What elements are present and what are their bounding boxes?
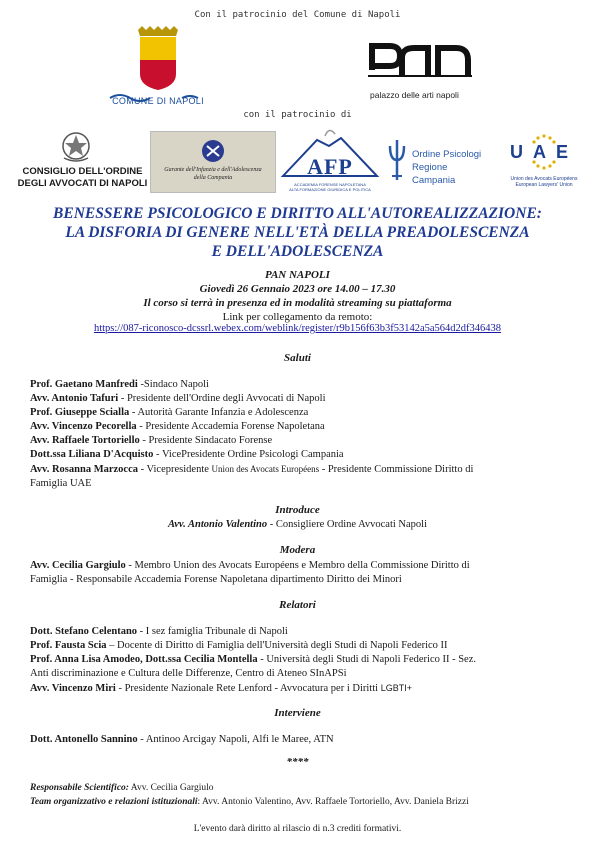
separator-stars: **** <box>286 756 309 768</box>
modera-line-cont: Famiglia - Responsabile Accademia Forense Napoletana dipartimento Diritto dei Minori <box>30 574 402 585</box>
uae-caption <box>500 176 588 188</box>
title-line2: LA DISFORIA DI GENERE NELL'ETÀ DELLA PREADOLESCENZA <box>65 224 530 241</box>
psi-symbol-icon <box>386 136 408 184</box>
afp-letters: AFP <box>307 154 353 179</box>
introduce-heading: Introduce <box>275 504 320 516</box>
team-value: : Avv. Antonio Valentino, Avv. Raffaele Tortoriello, Avv. Daniela Brizzi <box>197 797 469 807</box>
afp-logo <box>277 126 383 194</box>
list-item <box>30 462 560 477</box>
speaker-name: Avv. Antonio Valentino <box>168 519 268 530</box>
psicologi-line2: Regione Campania <box>412 162 456 186</box>
credits-note: L'evento darà diritto al rilascio di n.3 crediti formativi. <box>193 824 402 834</box>
ordine-avvocati-name <box>10 166 155 190</box>
list-item-continuation: Anti discriminazione e Cultura delle Differenze, Centro di Ateneo SInAPSi <box>30 668 347 679</box>
uae-caption-line2: European Lawyers' Union <box>515 182 573 188</box>
ordine-psicologi-logo <box>386 136 490 186</box>
psicologi-line1: Ordine Psicologi <box>412 149 482 160</box>
garante-line1: Garante dell'Infanzia e dell'Adolescenza <box>164 167 262 173</box>
event-date-time: Giovedì 26 Gennaio 2023 ore 14.00 – 17.30 <box>199 283 396 295</box>
event-title <box>20 204 575 261</box>
speaker-name: Dott.ssa Liliana D'Acquisto <box>30 449 154 460</box>
webex-link[interactable]: https://087-riconosco-dcssrl.webex.com/weblink/register/r9b156f63b3f53142a5a564d2df346438 <box>93 323 502 334</box>
modera-line <box>30 559 560 573</box>
speaker-name: Avv. Vincenzo Miri <box>30 683 116 694</box>
list-item <box>30 434 560 448</box>
speaker-name: Avv. Rosanna Marzocca <box>30 464 138 475</box>
speaker-name: Prof. Giuseppe Scialla <box>30 407 130 418</box>
speaker-org-small: LGBTI+ <box>380 683 412 693</box>
title-line1: BENESSERE PSICOLOGICO E DIRITTO ALL'AUTOREALIZZAZIONE: <box>53 205 542 222</box>
comune-logo-text: COMUNE DI NAPOLI <box>112 96 204 106</box>
saluti-heading: Saluti <box>284 352 311 364</box>
list-item <box>30 378 560 392</box>
speaker-name: Prof. Gaetano Manfredi <box>30 379 138 390</box>
list-item <box>30 448 560 462</box>
pan-logo <box>368 36 478 106</box>
speaker-org-small: Union des Avocats Européens <box>211 464 320 474</box>
speaker-role: - Presidente dell'Ordine degli Avvocati di Napoli <box>118 393 326 404</box>
ordine-avvocati-logo <box>10 130 155 192</box>
event-venue: PAN NAPOLI <box>265 269 330 281</box>
speaker-role: – Docente di Diritto di Famiglia dell'Università degli Studi di Napoli Federico II <box>106 640 448 651</box>
garante-line2: della Campania <box>193 175 233 181</box>
speaker-name: Avv. Antonio Tafuri <box>30 393 119 404</box>
link-label: Link per collegamento da remoto: <box>222 311 373 323</box>
afp-caption-line2: ALTA FORMAZIONE GIURIDICA E POLITICA <box>289 187 371 192</box>
afp-caption-line1: ACCADEMIA FORENSE NAPOLETANA <box>294 182 366 187</box>
speaker-role: - I sez famiglia Tribunale di Napoli <box>137 626 288 637</box>
speaker-role-cont: - Presidente Commissione Diritto di <box>319 464 474 475</box>
comune-napoli-logo <box>108 24 208 108</box>
speaker-name: Avv. Vincenzo Pecorella <box>30 421 137 432</box>
speaker-role: -Sindaco Napoli <box>137 379 209 390</box>
patronage-city-text: Con il patrocinio del Comune di Napoli <box>194 10 401 20</box>
speaker-name: Prof. Fausta Scia <box>30 640 107 651</box>
list-item <box>30 406 560 420</box>
event-mode: Il corso si terrà in presenza ed in modalità streaming su piattaforma <box>143 297 452 309</box>
saluti-list <box>30 378 570 491</box>
speaker-name: Avv. Raffaele Tortoriello <box>30 435 140 446</box>
speaker-role: - Vicepresidente <box>138 464 212 475</box>
modera-heading: Modera <box>279 544 316 556</box>
list-item <box>30 625 560 639</box>
responsabile-line <box>30 781 570 795</box>
speaker-name: Dott. Antonello Sannino <box>30 734 138 745</box>
team-line <box>30 795 570 809</box>
garante-emblem-icon <box>199 138 227 164</box>
list-item <box>30 392 560 406</box>
speaker-role: - Presidente Nazionale Rete Lenford - Avvocatura per i Diritti <box>115 683 381 694</box>
speaker-role: - Antinoo Arcigay Napoli, Alfi le Maree, ATN <box>137 734 334 745</box>
speaker-role: - Consigliere Ordine Avvocati Napoli <box>267 519 427 530</box>
list-item <box>30 653 560 667</box>
list-item <box>30 681 560 696</box>
ordine-avvocati-line1: CONSIGLIO DELL'ORDINE <box>22 166 143 177</box>
speaker-role: - VicePresidente Ordine Psicologi Campania <box>153 449 344 460</box>
list-item-continuation: Famiglia UAE <box>30 478 92 489</box>
uae-letters: UAE <box>509 142 578 162</box>
afp-caption <box>277 182 383 192</box>
title-line3: E DELL'ADOLESCENZA <box>211 243 384 260</box>
italian-emblem-icon <box>58 130 94 164</box>
team-label: Team organizzativo e relazioni istituzionali <box>30 797 198 807</box>
list-item <box>30 639 560 653</box>
uae-logo <box>500 132 588 194</box>
garante-caption <box>153 166 273 182</box>
pan-logo-mark-icon <box>368 36 472 88</box>
interviene-heading: Interviene <box>274 707 321 719</box>
relatori-heading: Relatori <box>279 599 316 611</box>
garante-logo <box>150 131 276 193</box>
speaker-name: Avv. Cecilia Gargiulo <box>30 560 126 571</box>
relatori-list <box>30 625 570 696</box>
patronage-second-text: con il patrocinio di <box>243 110 352 120</box>
responsabile-value: Avv. Cecilia Gargiulo <box>128 783 214 793</box>
ordine-avvocati-line2: DEGLI AVVOCATI DI NAPOLI <box>17 178 148 189</box>
speaker-role: - Università degli Studi di Napoli Federico II - Sez. <box>257 654 477 665</box>
psicologi-name <box>412 148 492 187</box>
responsabile-label: Responsabile Scientifico: <box>30 783 129 793</box>
speaker-role: - Autorità Garante Infanzia e Adolescenza <box>129 407 309 418</box>
speaker-role: - Presidente Accademia Forense Napoletana <box>136 421 325 432</box>
speaker-name: Dott. Stefano Celentano <box>30 626 138 637</box>
list-item <box>30 420 560 434</box>
introduce-line <box>30 518 565 532</box>
speaker-name: Prof. Anna Lisa Amodeo, Dott.ssa Cecilia Montella <box>30 654 258 665</box>
uae-caption-line1: Union des Avocats Européens <box>510 176 578 182</box>
speaker-role: - Membro Union des Avocats Européens e Membro della Commissione Diritto di <box>125 560 470 571</box>
pan-caption: palazzo delle arti napoli <box>370 90 459 100</box>
speaker-role: - Presidente Sindacato Forense <box>139 435 273 446</box>
interviene-line <box>30 733 560 747</box>
